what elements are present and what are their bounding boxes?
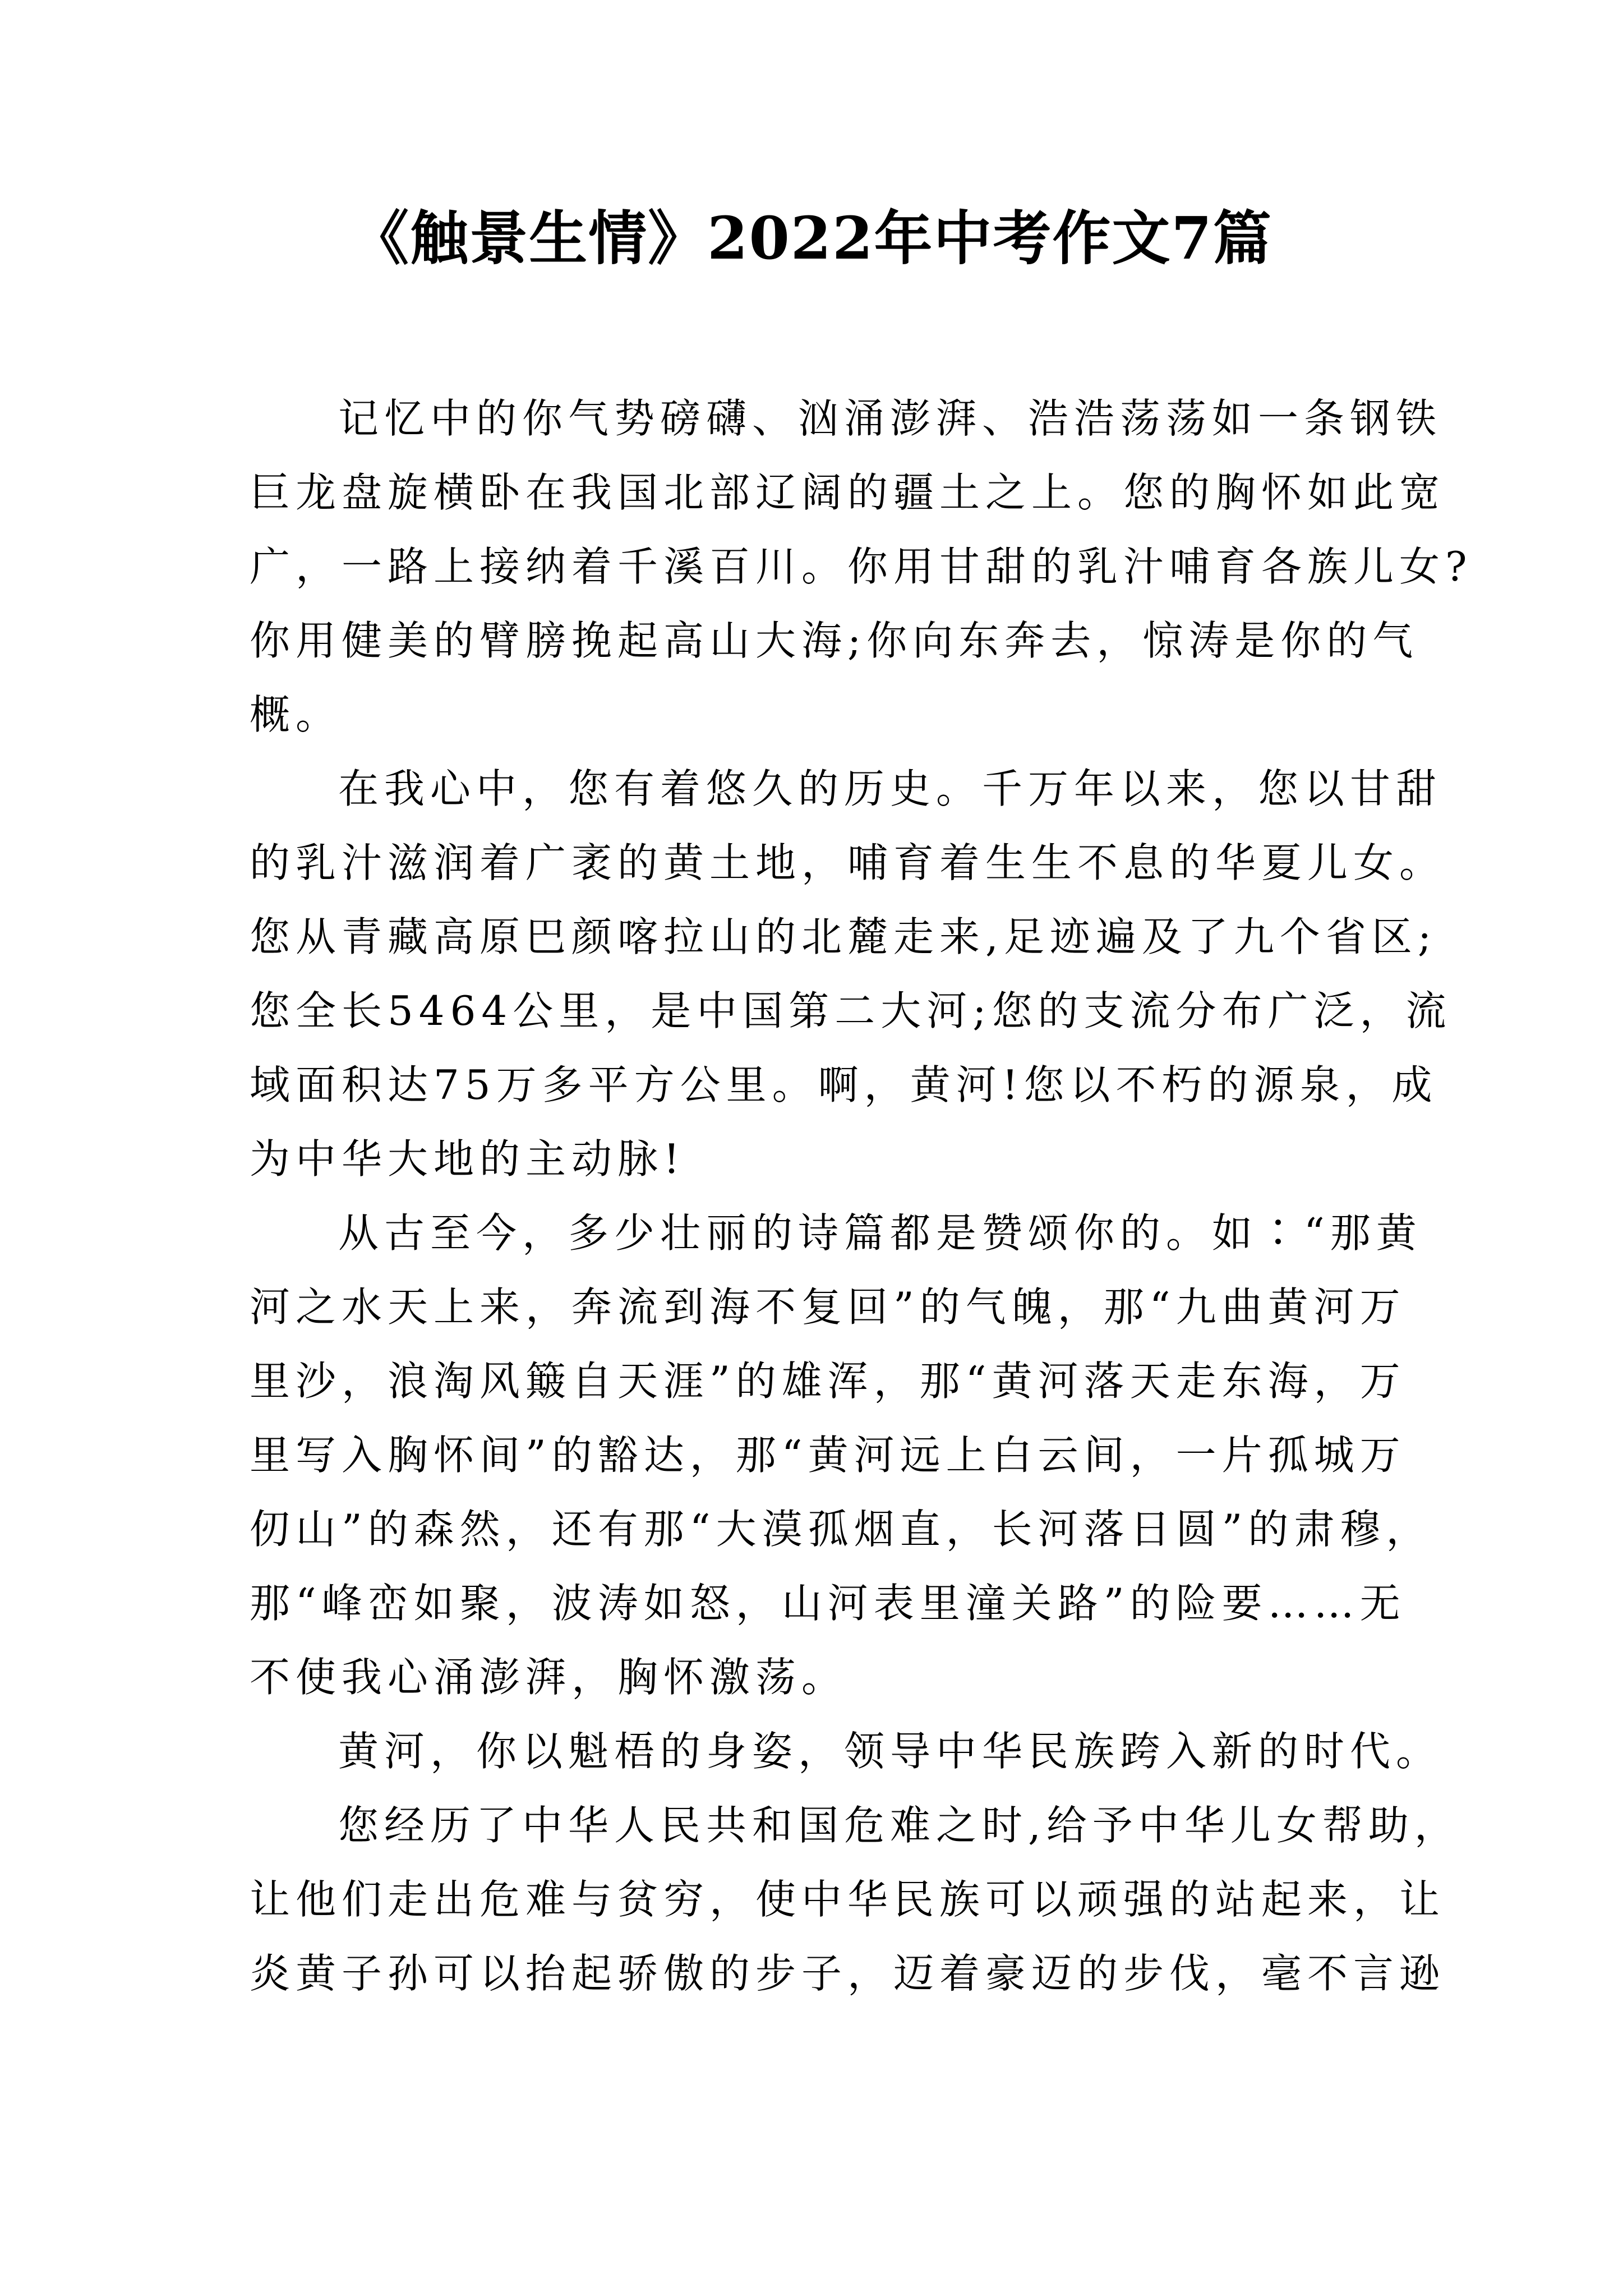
text-line: 域面积达75万多平方公里。啊，黄河!您以不朽的源泉，成	[250, 1061, 1438, 1108]
text-line: 里沙，浪淘风簸自天涯”的雄浑，那“黄河落天走东海，万	[250, 1358, 1406, 1405]
text-line: 让他们走出危难与贫穷，使中华民族可以顽强的站起来，让	[250, 1876, 1446, 1923]
paragraph	[250, 1714, 1442, 1788]
text-line: 在我心中，您有着悠久的历史。千万年以来，您以甘甜	[338, 765, 1442, 812]
text-line: 不使我心涌澎湃，胸怀激荡。	[250, 1654, 848, 1701]
document-title: 《触景生情》2022年中考作文7篇	[351, 204, 1272, 273]
document-body	[250, 381, 1473, 2010]
text-line: 那“峰峦如聚，波涛如怒，山河表里潼关路”的险要……无	[250, 1580, 1406, 1627]
text-line: 里写入胸怀间”的豁达，那“黄河远上白云间，一片孤城万	[250, 1432, 1406, 1479]
paragraph	[250, 752, 1452, 1196]
text-line: 广，一路上接纳着千溪百川。你用甘甜的乳汁哺育各族儿女?	[250, 543, 1473, 590]
paragraph	[250, 381, 1473, 752]
text-line: 黄河，你以魁梧的身姿，领导中华民族跨入新的时代。	[338, 1728, 1442, 1775]
text-line: 炎黄子孙可以抬起骄傲的步子，迈着豪迈的步伐，毫不言逊	[250, 1950, 1446, 1997]
text-line: 您从青藏高原巴颜喀拉山的北麓走来,足迹遍及了九个省区;	[250, 913, 1437, 960]
text-line: 您全长5464公里，是中国第二大河;您的支流分布广泛，流	[250, 987, 1452, 1034]
text-line: 概。	[250, 691, 342, 738]
text-line: 你用健美的臂膀挽起高山大海;你向东奔去，惊涛是你的气	[250, 617, 1419, 664]
text-line: 仞山”的森然，还有那“大漠孤烟直，长河落日圆”的肃穆，	[250, 1506, 1432, 1553]
text-line: 从古至今，多少壮丽的诗篇都是赞颂你的。如∶“那黄	[338, 1209, 1422, 1257]
text-line: 河之水天上来，奔流到海不复回”的气魄，那“九曲黄河万	[250, 1283, 1406, 1331]
paragraph	[250, 1196, 1432, 1714]
text-line: 记忆中的你气势磅礴、汹涌澎湃、浩浩荡荡如一条钢铁	[338, 395, 1442, 442]
text-line: 您经历了中华人民共和国危难之时,给予中华儿女帮助，	[338, 1802, 1460, 1849]
paragraph	[250, 1788, 1460, 2010]
text-line: 为中华大地的主动脉!	[250, 1135, 685, 1182]
text-line: 巨龙盘旋横卧在我国北部辽阔的疆土之上。您的胸怀如此宽	[250, 469, 1446, 516]
text-line: 的乳汁滋润着广袤的黄土地，哺育着生生不息的华夏儿女。	[250, 839, 1446, 886]
